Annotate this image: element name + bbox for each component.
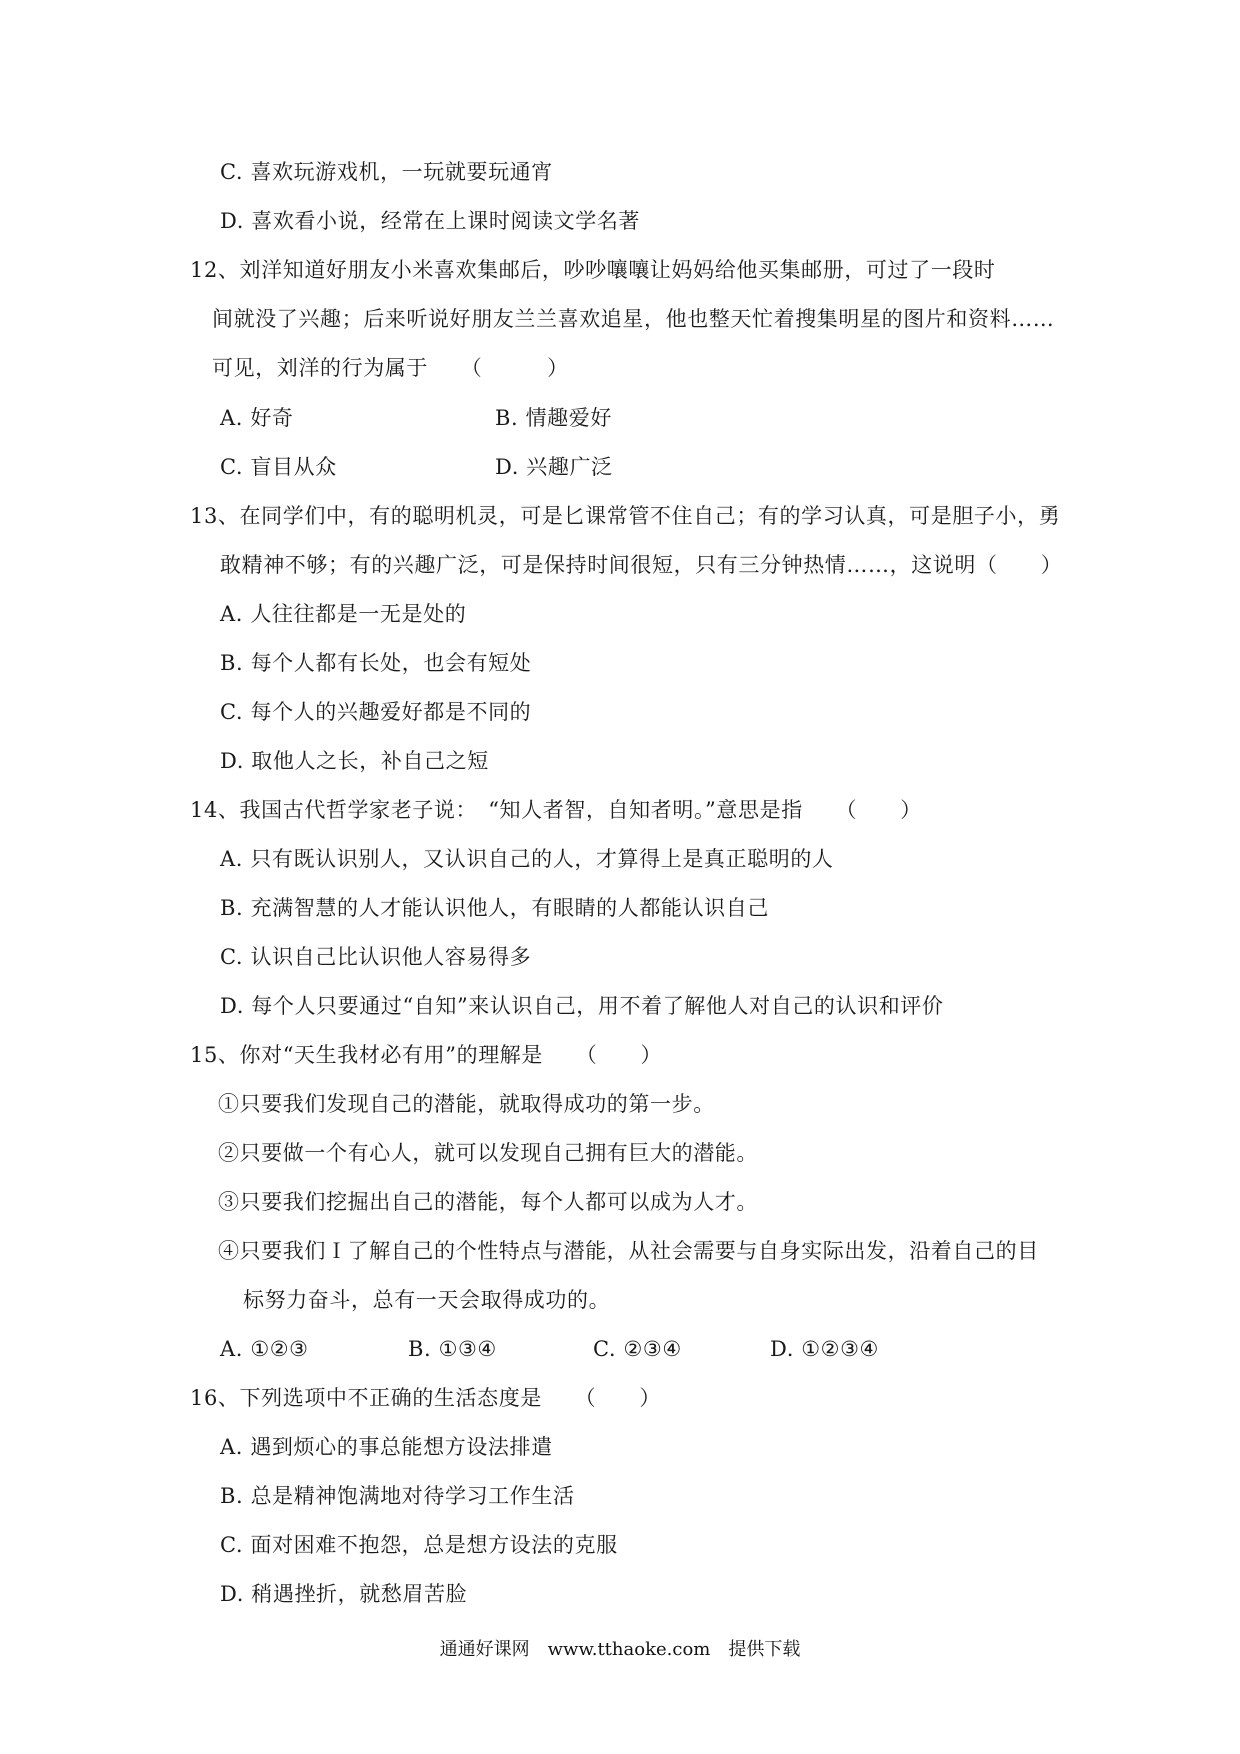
q12-option-a: A. 好奇 (220, 406, 294, 430)
q12-stem-line-1: 12、刘洋知道好朋友小米喜欢集邮后，吵吵嚷嚷让妈妈给他买集邮册，可过了一段时 (190, 258, 996, 282)
q15-statement-4-line-2: 标努力奋斗，总有一天会取得成功的。 (243, 1288, 611, 1312)
q13-stem-line-2: 敢精神不够；有的兴趣广泛，可是保持时间很短，只有三分钟热情……，这说明（ ） (220, 553, 1063, 577)
q16-stem-line-1: 16、下列选项中不正确的生活态度是 （ ） (190, 1386, 662, 1410)
q15-statement-1: ①只要我们发现自己的潜能，就取得成功的第一步。 (218, 1092, 715, 1116)
q13-stem-line-1: 13、在同学们中，有的聪明机灵，可是匕课常管不住自己；有的学习认真，可是胆子小，勇 (190, 504, 1061, 528)
q12-stem-line-2: 间就没了兴趣；后来听说好朋友兰兰喜欢追星，他也整天忙着搜集明星的图片和资料…… (212, 307, 1055, 331)
q15-stem-line-1: 15、你对“天生我材必有用”的理解是 （ ） (190, 1043, 663, 1067)
q11-option-c: C. 喜欢玩游戏机，一玩就要玩通宵 (220, 160, 553, 184)
q16-option-a: A. 遇到烦心的事总能想方设法排遣 (220, 1435, 553, 1459)
q14-option-c: C. 认识自己比认识他人容易得多 (220, 945, 532, 969)
q14-stem-line-1: 14、我国古代哲学家老子说： “知人者智，自知者明。”意思是指 （ ） (190, 798, 922, 822)
q12-option-b: B. 情趣爱好 (495, 406, 612, 430)
q15-statement-3: ③只要我们挖掘出自己的潜能，每个人都可以成为人才。 (218, 1190, 758, 1214)
q14-option-a: A. 只有既认识别人，又认识自己的人，才算得上是真正聪明的人 (220, 847, 834, 871)
q12-option-c: C. 盲目从众 (220, 455, 337, 479)
q15-option-b: B. ①③④ (408, 1337, 497, 1361)
q14-option-b: B. 充满智慧的人才能认识他人，有眼睛的人都能认识自己 (220, 896, 769, 920)
page-footer: 通通好课网 www.tthaoke.com 提供下载 (439, 1639, 801, 1660)
q12-option-d: D. 兴趣广泛 (495, 455, 613, 479)
q15-option-c: C. ②③④ (593, 1337, 682, 1361)
q15-option-d: D. ①②③④ (770, 1337, 879, 1361)
q13-option-d: D. 取他人之长，补自己之短 (220, 749, 489, 773)
q13-option-b: B. 每个人都有长处，也会有短处 (220, 651, 532, 675)
q12-stem-line-3: 可见，刘洋的行为属于 （ ） (212, 356, 569, 380)
q16-option-d: D. 稍遇挫折，就愁眉苦脸 (220, 1582, 468, 1606)
q13-option-a: A. 人往往都是一无是处的 (220, 602, 467, 626)
q15-statement-4-line-1: ④只要我们Ｉ了解自己的个性特点与潜能，从社会需要与自身实际出发，沿着自己的目 (218, 1239, 1039, 1263)
q13-option-c: C. 每个人的兴趣爱好都是不同的 (220, 700, 532, 724)
q16-option-b: B. 总是精神饱满地对待学习工作生活 (220, 1484, 575, 1508)
q16-option-c: C. 面对困难不抱怨，总是想方设法的克服 (220, 1533, 618, 1557)
q11-option-d: D. 喜欢看小说，经常在上课时阅读文学名著 (220, 209, 641, 233)
q14-option-d: D. 每个人只要通过“自知”来认识自己，用不着了解他人对自己的认识和评价 (220, 994, 944, 1018)
q15-statement-2: ②只要做一个有心人，就可以发现自己拥有巨大的潜能。 (218, 1141, 758, 1165)
q15-option-a: A. ①②③ (220, 1337, 309, 1361)
